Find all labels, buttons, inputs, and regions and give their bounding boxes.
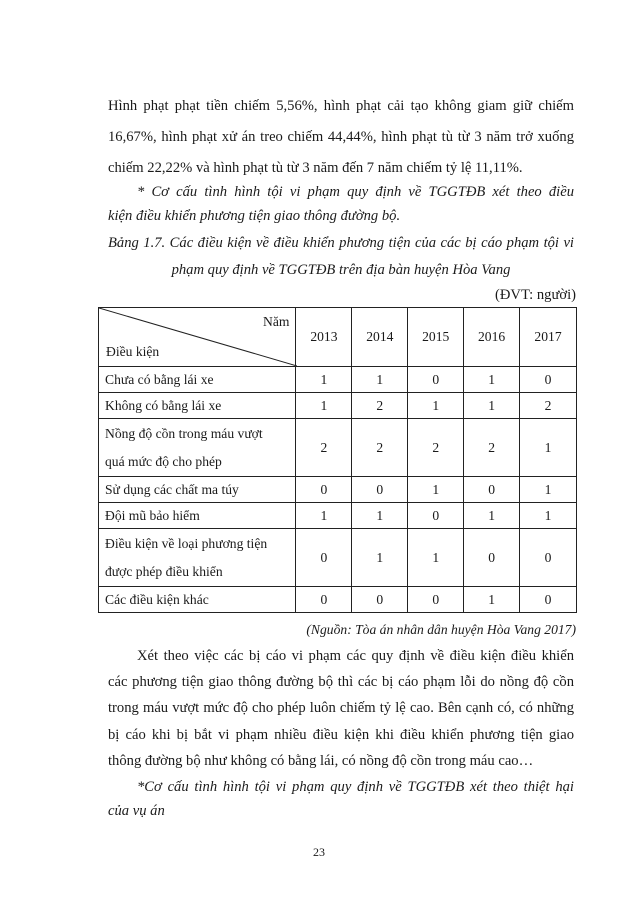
paragraph-2-line-1: Xét theo việc các bị cáo vi phạm các quy định về điều kiện điều khiển xyxy=(137,648,574,664)
row-value: 0 xyxy=(352,477,408,503)
paragraph-2-line-3: trong máu vượt mức độ cho phép luôn chiếm tỷ lệ cao. Bên cạnh có, có những xyxy=(108,700,574,716)
row-label xyxy=(99,529,296,587)
row-value: 0 xyxy=(408,503,464,529)
row-value: 0 xyxy=(520,367,577,393)
row-value: 1 xyxy=(408,393,464,419)
table-caption-line-2: phạm quy định về TGGTĐB trên địa bàn huyện Hòa Vang xyxy=(171,262,511,278)
paragraph-2-line-5: thông đường bộ như không có bằng lái, có nồng độ cồn trong máu cao… xyxy=(108,753,534,769)
row-value: 2 xyxy=(352,393,408,419)
table-corner-cell xyxy=(99,308,296,367)
table-row xyxy=(99,503,577,529)
row-value: 0 xyxy=(296,529,352,587)
paragraph-1-line-3: chiếm 22,22% và hình phạt tù từ 3 năm đến 7 năm chiếm tỷ lệ 11,11%. xyxy=(108,160,523,176)
table-source: (Nguồn: Tòa án nhân dân huyện Hòa Vang 2017) xyxy=(306,622,576,637)
corner-year-label: Năm xyxy=(263,314,290,329)
table-row xyxy=(99,587,577,613)
row-label-line: Nồng độ cồn trong máu vượt xyxy=(105,425,263,441)
table-row xyxy=(99,367,577,393)
row-value: 1 xyxy=(520,503,577,529)
row-label-line: được phép điều khiển xyxy=(105,563,223,579)
row-label: Đội mũ bảo hiểm xyxy=(99,503,296,529)
row-value: 1 xyxy=(464,587,520,613)
row-label-line: Điều kiện về loại phương tiện xyxy=(105,535,268,551)
corner-condition-label: Điều kiện xyxy=(106,344,160,359)
row-value: 0 xyxy=(464,529,520,587)
heading-1-line-2: kiện điều khiển phương tiện giao thông đường bộ. xyxy=(108,208,401,224)
row-value: 2 xyxy=(408,419,464,477)
year-header: 2016 xyxy=(464,308,520,367)
row-value: 2 xyxy=(296,419,352,477)
row-value: 1 xyxy=(464,393,520,419)
row-value: 1 xyxy=(520,419,577,477)
year-header: 2017 xyxy=(520,308,577,367)
row-value: 1 xyxy=(408,529,464,587)
conditions-table xyxy=(98,307,577,613)
table-row xyxy=(99,393,577,419)
paragraph-1-line-2: 16,67%, hình phạt xử án treo chiếm 44,44%, hình phạt tù từ 3 năm trở xuống xyxy=(108,129,574,145)
row-value: 1 xyxy=(464,367,520,393)
paragraph-1-line-1: Hình phạt phạt tiền chiếm 5,56%, hình phạt cải tạo không giam giữ chiếm xyxy=(108,98,574,114)
heading-2-line-1: *Cơ cấu tình hình tội vi phạm quy định về TGGTĐB xét theo thiệt hại xyxy=(137,779,574,795)
row-label-line: quá mức độ cho phép xyxy=(105,453,222,469)
row-value: 1 xyxy=(352,529,408,587)
row-value: 2 xyxy=(352,419,408,477)
row-value: 0 xyxy=(520,529,577,587)
row-value: 1 xyxy=(296,503,352,529)
table-row xyxy=(99,419,577,477)
row-value: 1 xyxy=(296,393,352,419)
row-value: 2 xyxy=(520,393,577,419)
year-header: 2015 xyxy=(408,308,464,367)
paragraph-2-line-2: các phương tiện giao thông đường bộ thì các bị cáo phạm lỗi do nồng độ cồn xyxy=(108,674,574,690)
row-label: Chưa có bằng lái xe xyxy=(99,367,296,393)
row-label xyxy=(99,419,296,477)
heading-1-line-1: * Cơ cấu tình hình tội vi phạm quy định về TGGTĐB xét theo điều xyxy=(137,184,574,200)
page-number: 23 xyxy=(313,845,325,859)
year-header: 2013 xyxy=(296,308,352,367)
row-value: 0 xyxy=(464,477,520,503)
row-value: 2 xyxy=(464,419,520,477)
row-value: 1 xyxy=(464,503,520,529)
row-value: 0 xyxy=(520,587,577,613)
row-label: Không có bằng lái xe xyxy=(99,393,296,419)
table-header-row xyxy=(99,308,577,367)
row-value: 0 xyxy=(408,367,464,393)
unit-label: (ĐVT: người) xyxy=(495,287,576,303)
paragraph-2-line-4: bị cáo khi bị bắt vi phạm nhiều điều kiện khi điều khiển phương tiện giao xyxy=(108,727,574,743)
table-caption-line-1: Bảng 1.7. Các điều kiện về điều khiển phương tiện của các bị cáo phạm tội vi xyxy=(108,235,574,251)
row-value: 0 xyxy=(296,477,352,503)
row-label: Sử dụng các chất ma túy xyxy=(99,477,296,503)
row-label: Các điều kiện khác xyxy=(99,587,296,613)
table-row xyxy=(99,529,577,587)
year-header: 2014 xyxy=(352,308,408,367)
row-value: 1 xyxy=(352,503,408,529)
row-value: 1 xyxy=(520,477,577,503)
table-row xyxy=(99,477,577,503)
row-value: 0 xyxy=(296,587,352,613)
row-value: 0 xyxy=(408,587,464,613)
row-value: 1 xyxy=(296,367,352,393)
row-value: 1 xyxy=(352,367,408,393)
heading-2-line-2: của vụ án xyxy=(108,803,165,819)
row-value: 1 xyxy=(408,477,464,503)
row-value: 0 xyxy=(352,587,408,613)
